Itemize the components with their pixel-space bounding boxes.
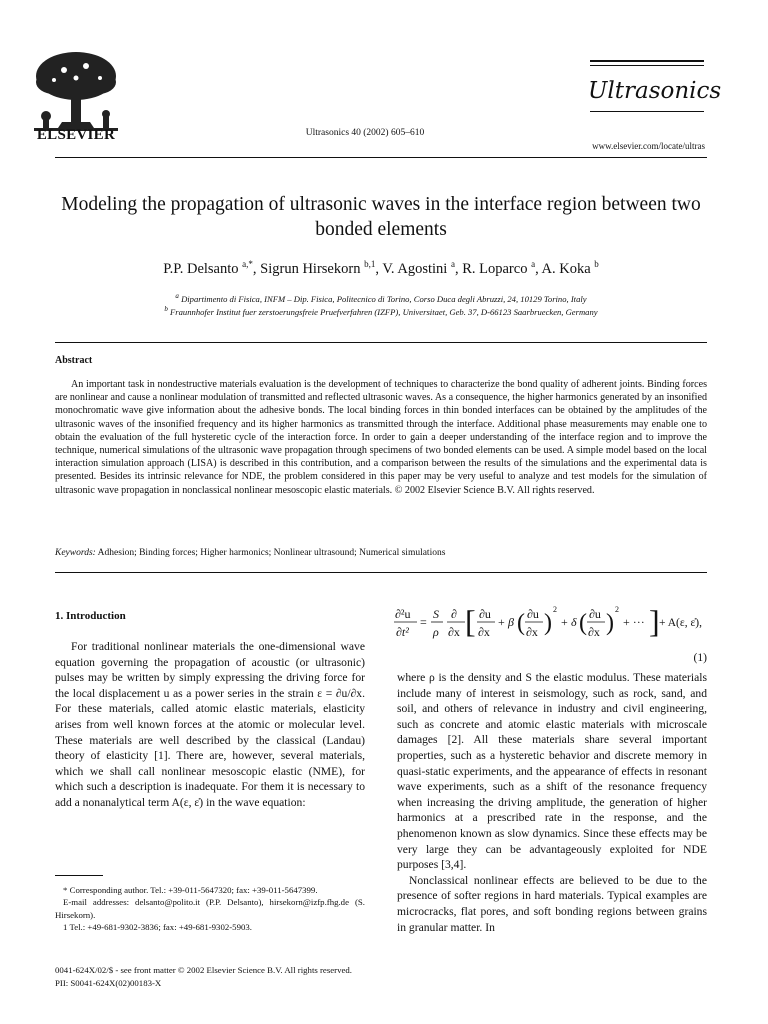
abstract-heading: Abstract — [55, 355, 93, 366]
author: Sigrun Hirsekorn $^{b,1}$ — [260, 259, 376, 277]
journal-brand: Ultrasonics — [588, 78, 722, 104]
keywords-divider — [55, 572, 707, 573]
front-matter-copyright: 0041-624X/02/$ - see front matter © 2002 Elsevier Science B.V. All rights reserved. — [55, 965, 352, 975]
author-list: P.P. Delsanto $^{a,*}$, Sigrun Hirsekorn $^{b,1}$, V. Agostini $^a$, R. Loparco $^a$, A. Koka $^b$ — [163, 259, 599, 277]
header-divider — [55, 157, 707, 158]
footnotes — [55, 884, 365, 933]
paper-title: Modeling the propagation of ultrasonic waves in the interface region between two bonded elements — [61, 194, 701, 240]
eq-series-dots: + ··· — [623, 615, 645, 629]
abstract-text: An important task in nondestructive materials evaluation is the development of techniques to characterize the bond quality of adherent joints. Binding forces are nonlinear and cause a nonlinear modulation of transmitted and reflected ultrasonic waves. As a consequence, the higher harmonics generated by an insonified monochromatic wave give information about the adhesive bonds. The local binding forces in thin bonded interfaces can be obtained by the amplitudes of the ultrasonic waves of the insonified frequency and its higher harmonics as transmitted through the interface. Additional phase measurements may enable one to obtain the evaluation of the full hysteretic cycle of the interaction force. In order to gain a deeper understanding of the interface region and to improve the technique, numerical simulations of the ultrasonic wave propagation through specimens of two bonded elements can be used. A simple model based on the local interaction simulation approach (LISA) is described in this contribution, and a comparison between the results of the simulations and the experimental data is presented. Besides its intrinsic relevance for NDE, the problem considered in this paper may be very useful to analyze and test models for the simulation of ultrasonic wave propagation in nonclassical nonlinear mesoscopic elastic materials. © 2002 Elsevier Science B.V. All rights reserved. — [55, 379, 707, 496]
eq-dx-2: ∂x — [526, 625, 538, 639]
eq-equals: = — [420, 615, 427, 629]
eq-exp-2: 2 — [553, 605, 557, 614]
abstract-divider — [55, 342, 707, 343]
eq-plus-1: + — [498, 615, 505, 629]
brand-rule — [590, 60, 704, 62]
author: R. Loparco $^a$ — [462, 259, 536, 277]
affiliation-b: $^b$ Fraunnhofer Institut fuer zerstoerungsfreie Pruefverfahren (IZFP), Universitaet, Geb. 37, D-66123 Saarbruecken, Germany — [164, 305, 598, 317]
eq-lhs-denominator: ∂t² — [396, 625, 409, 639]
eq-beta: β — [508, 615, 514, 629]
eq-plus-2: + — [561, 615, 568, 629]
author: P.P. Delsanto $^{a,*}$ — [163, 259, 253, 277]
brand-rule — [590, 65, 704, 66]
eq-dx-1: ∂x — [478, 625, 490, 639]
eq-paren-right-2: ) — [606, 610, 614, 636]
eq-dx-3: ∂x — [588, 625, 600, 639]
keywords-text: Adhesion; Binding forces; Higher harmonics; Nonlinear ultrasound; Numerical simulations — [97, 548, 446, 558]
section-heading-introduction: 1. Introduction — [55, 610, 126, 622]
eq-delta: δ — [571, 615, 577, 629]
affiliation-marker: a — [175, 292, 179, 300]
eq-du-2: ∂u — [527, 607, 539, 621]
brand-rule — [590, 111, 704, 112]
author-affiliation-marker: b — [594, 259, 599, 269]
eq-exp-2b: 2 — [615, 605, 619, 614]
right-paragraph-2: Nonclassical nonlinear effects are believed to be due to the presence of softer regions in hard materials. Typical examples are microcracks, flat pores, and soft bonding regions between grains in granular matter. In — [397, 873, 707, 934]
left-column — [55, 610, 365, 811]
equation-number: (1) — [693, 651, 707, 664]
author-affiliation-marker: a,* — [242, 259, 253, 269]
eq-bracket-left: [ — [465, 604, 476, 639]
right-column — [397, 670, 707, 935]
front-matter — [55, 964, 415, 989]
footnote-rule — [55, 875, 103, 876]
front-matter-pii: PII: S0041-624X(02)00183-X — [55, 977, 162, 988]
footnote-corresponding: * Corresponding author. Tel.: +39-011-5647320; fax: +39-011-5647399. — [63, 885, 318, 895]
publisher-name: ELSEVIER — [36, 127, 116, 143]
eq-du-3: ∂u — [589, 607, 601, 621]
footnote-email: E-mail addresses: delsanto@polito.it (P.P. Delsanto), hirsekorn@izfp.fhg.de (S. Hirsekorn). — [55, 897, 365, 920]
author-affiliation-marker: a — [450, 259, 455, 269]
eq-modulus: S — [433, 607, 439, 621]
eq-partial-x: ∂x — [448, 625, 460, 639]
wave-equation — [393, 604, 707, 644]
author: A. Koka $^b$ — [541, 259, 599, 277]
journal-reference: Ultrasonics 40 (2002) 605–610 — [305, 128, 425, 138]
eq-lhs-numerator: ∂²u — [395, 607, 411, 621]
keywords — [55, 548, 707, 558]
author: V. Agostini $^a$ — [382, 259, 455, 277]
eq-density: ρ — [433, 625, 439, 639]
author-affiliation-marker: a — [531, 259, 536, 269]
eq-paren-left-1: ( — [517, 610, 525, 636]
affiliation-a: $^a$ Dipartimento di Fisica, INFM – Dip. Fisica, Politecnico di Torino, Corso Duca degli Abruzzi, 24, 10129 Torino, Italy — [175, 292, 587, 304]
introduction-paragraph: For traditional nonlinear materials the one-dimensional wave equation governing the propagation of acoustic (or ultrasonic) pulses may be written by simply expressing the driving force for the local displacement u as a power series in the strain ε = ∂u/∂x. For these materials, called atomic elastic materials, elasticity arises from well known forces at the atomic or molecular level. These materials are well described by the classical (Landau) theory of elasticity [1]. There are, however, several materials, which we shall call nonlinear mesoscopic elastic (NME), for which such a description is inadequate. For them it is necessary to add a nonanalytical term A(ε, ε̇) in the wave equation: — [55, 640, 365, 809]
right-paragraph-1: where ρ is the density and S the elastic modulus. These materials include many of interest in seismology, such as rock, sand, and soil, and others of relevance in industry and civil engineering, such as concrete and atomic elastic materials with microscale damages [2]. All these materials share several important properties, such as a hysteretic behavior and discrete memory in quasi-static experiments, and the appearance of effects in resonant wave experiments, such as a shift of the resonance frequency when increasing the driving amplitude, the generation of higher harmonics at a prescribed rate in the response, and the phenomenon known as slow dynamics. Since these effects may be very large they can be advantageously exploited for NDE purposes [3,4]. — [397, 671, 707, 872]
eq-paren-left-2: ( — [579, 610, 587, 636]
author-affiliation-marker: b,1 — [364, 259, 376, 269]
footnote-1: 1 Tel.: +49-681-9302-3836; fax: +49-681-9302-5903. — [63, 921, 252, 932]
eq-du-1: ∂u — [479, 607, 491, 621]
eq-partial: ∂ — [451, 607, 457, 621]
eq-tail: + A(ε, ε̇), — [659, 617, 702, 629]
keywords-label: Keywords: — [55, 548, 96, 558]
eq-bracket-right: ] — [649, 604, 660, 639]
journal-website-link[interactable]: www.elsevier.com/locate/ultras — [592, 141, 705, 151]
eq-paren-right-1: ) — [544, 610, 552, 636]
affiliation-marker: b — [164, 305, 168, 313]
